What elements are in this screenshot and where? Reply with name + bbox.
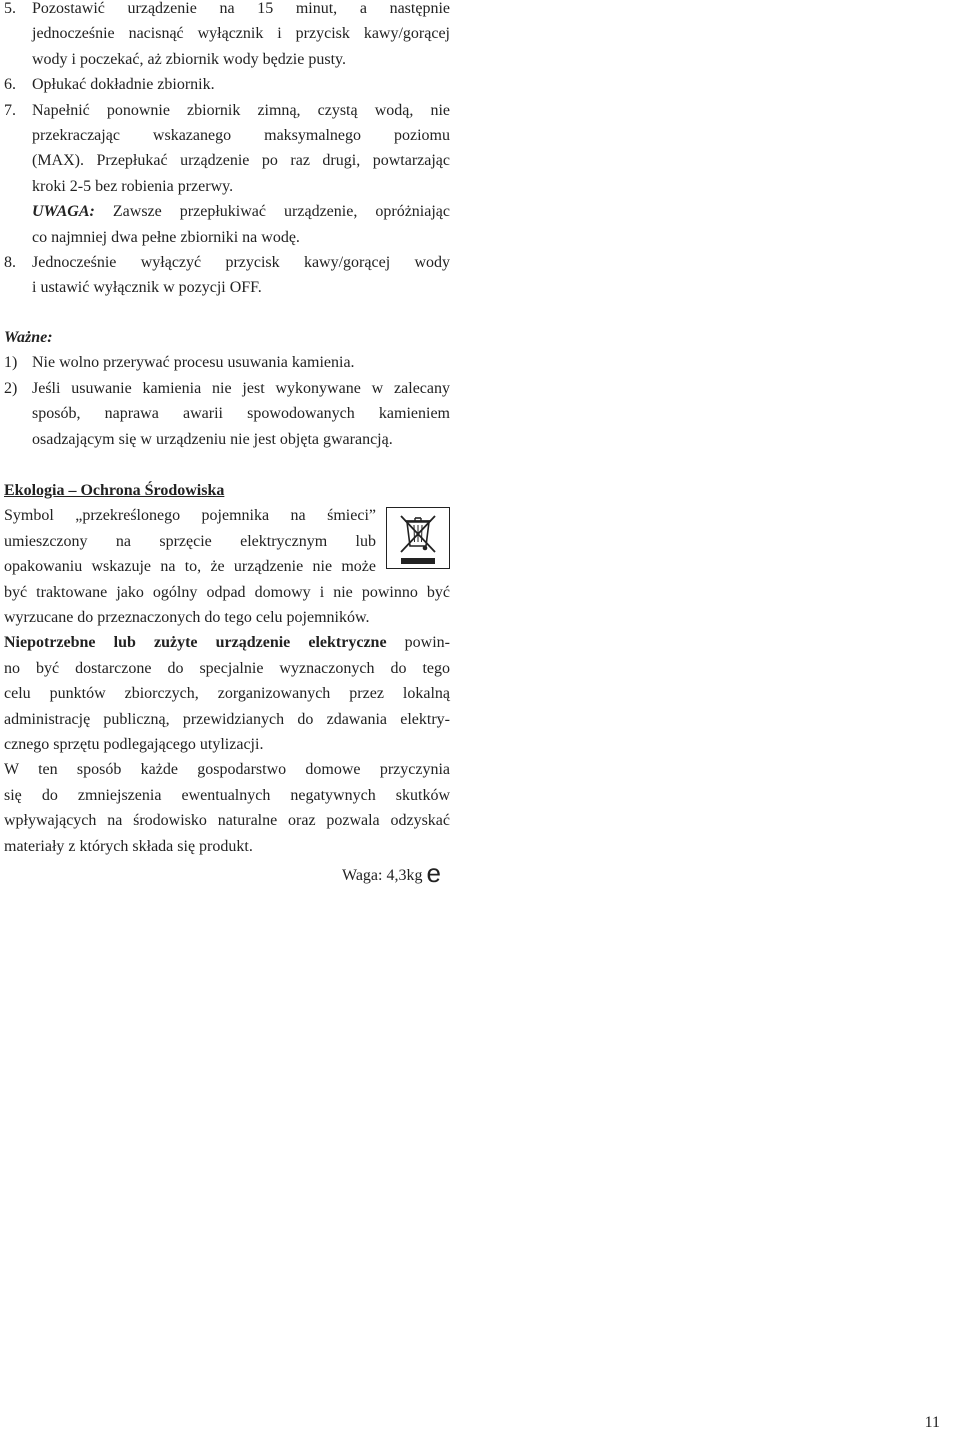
step-text: Pozostawić urządzenie na 15 minut, a następnie bbox=[32, 0, 450, 17]
ecology-heading: Ekologia – Ochrona Środowiska bbox=[4, 481, 225, 499]
step-number: 7. bbox=[4, 101, 16, 119]
step-text: jednocześnie nacisnąć wyłącznik i przycisk kawy/gorącej bbox=[32, 25, 450, 43]
product-weight bbox=[342, 858, 441, 889]
item-text: Nie wolno przerywać procesu usuwania kamienia. bbox=[32, 354, 355, 372]
ecology-text: opakowaniu wskazuje na to, że urządzenie nie może bbox=[4, 558, 376, 576]
item-number: 2) bbox=[4, 379, 18, 397]
page-number: 11 bbox=[924, 1414, 940, 1431]
uwaga-note bbox=[32, 199, 450, 224]
ecology-text: no być dostarczone do specjalnie wyznaczonych do tego bbox=[4, 659, 450, 677]
ecology-text: celu punktów zbiorczych, zorganizowanych przez lokalną bbox=[4, 685, 450, 703]
step-text: przekraczając wskazanego maksymalnego poziomu bbox=[32, 127, 450, 145]
instructions-column bbox=[4, 0, 450, 859]
step-6 bbox=[4, 72, 450, 97]
ecology-text: W ten sposób każde gospodarstwo domowe przyczynia bbox=[4, 761, 450, 779]
ecology-text: powin- bbox=[386, 634, 450, 652]
step-number: 8. bbox=[4, 254, 16, 272]
weight-label: Waga: 4,3kg bbox=[342, 867, 423, 884]
ecology-text: materiały z których składa się produkt. bbox=[4, 837, 253, 855]
ecology-text: administrację publiczną, przewidzianych do zdawania elektry- bbox=[4, 710, 450, 728]
crossed-out-wheelie-bin-icon bbox=[386, 507, 450, 569]
item-text: osadzającym się w urządzeniu nie jest objęta gwarancją. bbox=[32, 430, 393, 448]
step-text: Napełnić ponownie zbiornik zimną, czystą wodą, nie bbox=[32, 101, 450, 119]
ecology-bold-text: Niepotrzebne lub zużyte urządzenie elektryczne bbox=[4, 634, 387, 652]
uwaga-text: Zawsze przepłukiwać urządzenie, opróżniając bbox=[112, 203, 450, 221]
step-number: 6. bbox=[4, 76, 16, 94]
uwaga-text: co najmniej dwa pełne zbiorniki na wodę. bbox=[32, 228, 300, 246]
step-text: Opłukać dokładnie zbiornik. bbox=[32, 76, 215, 94]
step-number: 5. bbox=[4, 0, 16, 17]
step-text: kroki 2-5 bez robienia przerwy. bbox=[32, 177, 234, 195]
ecology-text: wyrzucane do przeznaczonych do tego celu pojemników. bbox=[4, 608, 370, 626]
important-item-2 bbox=[4, 376, 450, 452]
uwaga-label: UWAGA: bbox=[32, 203, 95, 221]
ecology-text: wpływających na środowisko naturalne oraz pozwala odzyskać bbox=[4, 812, 450, 830]
ecology-text: Symbol „przekreślonego pojemnika na śmieci” bbox=[4, 507, 376, 525]
step-text: wody i poczekać, aż zbiornik wody będzie pusty. bbox=[32, 50, 346, 68]
step-5 bbox=[4, 0, 450, 72]
step-text: i ustawić wyłącznik w pozycji OFF. bbox=[32, 279, 262, 297]
step-7 bbox=[4, 98, 450, 250]
ecology-symbol-block bbox=[4, 503, 450, 579]
ecology-text: umieszczony na sprzęcie elektrycznym lub bbox=[4, 532, 376, 550]
step-8 bbox=[4, 250, 450, 301]
item-text: sposób, naprawa awarii spowodowanych kamieniem bbox=[32, 405, 450, 423]
ecology-paragraph-2-first-line bbox=[4, 630, 450, 655]
important-heading: Ważne: bbox=[4, 328, 53, 346]
ecology-text: się do zmniejszenia ewentualnych negatywnych skutków bbox=[4, 786, 450, 804]
item-text: Jeśli usuwanie kamienia nie jest wykonywane w zalecany bbox=[32, 379, 450, 397]
e-mark-icon: e bbox=[426, 858, 441, 888]
ecology-text: cznego sprzętu podlegającego utylizacji. bbox=[4, 735, 264, 753]
step-text: (MAX). Przepłukać urządzenie po raz drugi, powtarzając bbox=[32, 152, 450, 170]
step-text: Jednocześnie wyłączyć przycisk kawy/gorącej wody bbox=[32, 254, 450, 272]
important-item-1 bbox=[4, 350, 450, 375]
item-number: 1) bbox=[4, 354, 18, 372]
ecology-text: być traktowane jako ogólny odpad domowy i nie powinno być bbox=[4, 583, 450, 601]
